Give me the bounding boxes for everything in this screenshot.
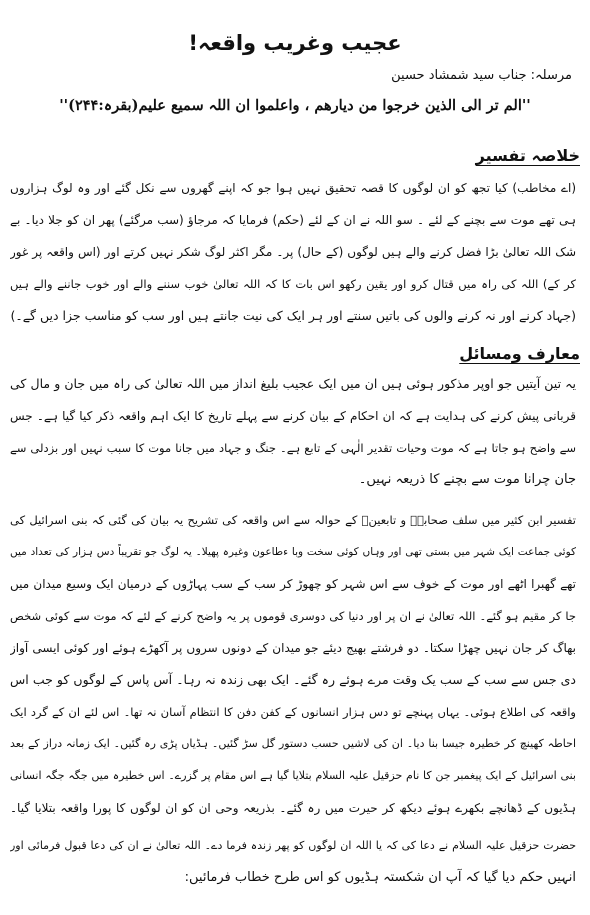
body-line: دی جس سے سب کے سب یک وقت مرے ہوئے رہ گئے۔ ایک بھی زندہ نہ رہا۔ آس پاس کے لوگوں کو جب اس xyxy=(10,672,576,687)
body-line: جا کر مقیم ہو گئے۔ اللہ تعالیٰ نے ان پر اور دنیا کی دوسری قوموں پر یہ واضح کرنے کے لئے کہ موت سے کوئی شخص xyxy=(10,609,576,623)
article-title: عجیب وغریب واقعہ! xyxy=(188,31,402,55)
body-line: بنی اسرائیل کے ایک پیغمبر جن کا نام حزقیل علیہ السلام بتلایا گیا ہے اس مقام پر گزرے۔ اس خطیرہ میں جگہ جگہ انسانی xyxy=(10,769,576,782)
body-line: کوئی جماعت ایک شہر میں بستی تھی اور وہاں کوئی سخت وبا ءطاعون وغیرہ پھیلا۔ یہ لوگ جو تقریباً دس ہزار کی تعداد میں xyxy=(10,546,576,558)
summary-line: (اے مخاطب) کیا تجھ کو ان لوگوں کا قصہ تحقیق نہیں ہوا جو کہ اپنے گھروں سے نکل گئے اور وہ لوگ ہزاروں xyxy=(10,181,576,195)
body-line: سے واضح ہو جاتا ہے کہ موت وحیات تقدیر الٰہی کے تابع ہے۔ جنگ و جہاد میں جانا موت کا سبب نہیں اور بزدلی سے xyxy=(10,441,576,455)
summary-line: شک اللہ تعالیٰ بڑا فضل کرنے والے ہیں لوگوں (کے حال) پر۔ مگر اکثر لوگ شکر نہیں کرتے اور (اس واقعہ پر غور xyxy=(10,245,576,259)
body-line: واقعہ کی اطلاع ہوئی۔ یہاں پہنچے تو دس ہزار انسانوں کے کفن دفن کا انتظام آسان نہ تھا۔ اس لئے ان کے گرد ایک xyxy=(10,705,576,719)
body-line: جان چرانا موت سے بچنے کا ذریعہ نہیں۔ xyxy=(358,472,576,487)
section-heading-insights: معارف ومسائل xyxy=(459,344,580,363)
body-line: تفسیر ابن کثیر میں سلف صحابہؓ و تابعینؒ کے حوالہ سے اس واقعہ کی تشریح یہ بیان کی گئی کہ بنی اسرائیل کی xyxy=(10,513,576,527)
body-line: انہیں حکم دیا گیا کہ آپ ان شکستہ ہڈیوں کو اس طرح خطاب فرمائیں: xyxy=(184,870,576,885)
body-line: بھاگ کر جان نہیں چھڑا سکتا۔ دو فرشتے بھیج دیئے جو میدان کے دونوں سروں پر آکھڑے ہوئے اور کوئی ایسی آواز xyxy=(10,641,576,655)
summary-line: کر کے) اللہ کی راہ میں قتال کرو اور یقین رکھو اس بات کا کہ اللہ تعالیٰ خوب سننے والے اور خوب جاننے والے ہیں xyxy=(10,277,576,291)
summary-line: (جہاد کرنے اور نہ کرنے والوں کی باتیں سنتے اور ہر ایک کی نیت جانتے ہیں اور سب کو مناسب جزا دیں گے۔) xyxy=(10,308,576,323)
article-byline: مرسلہ: جناب سید شمشاد حسین xyxy=(391,68,572,83)
body-line: حضرت حزقیل علیہ السلام نے دعا کی کہ یا اللہ ان لوگوں کو پھر زندہ فرما دے۔ اللہ تعالیٰ نے ان کی دعا قبول فرمائی اور xyxy=(10,839,576,852)
body-line: یہ تین آیتیں جو اوپر مذکور ہوئی ہیں ان میں ایک عجیب بلیغ انداز میں اللہ تعالیٰ کی راہ میں جان و مال کی xyxy=(10,376,576,391)
quranic-verse: ''الم تر الی الذین خرجوا من دیارھم ، واعلموا ان اللہ سمیع علیم(بقرہ:۲۴۴)'' xyxy=(59,97,531,114)
summary-line: ہی تھے موت سے بچنے کے لئے ۔ سو اللہ نے ان کے لئے (حکم) فرمایا کہ مرجاؤ (سب مرگئے) پھر ان کو جلا دیا۔ بے xyxy=(10,213,576,227)
body-line: احاطہ کھینچ کر خطیرہ جیسا بنا دیا۔ ان کی لاشیں حسب دستور گل سڑ گئیں۔ ہڈیاں پڑی رہ گئیں۔ ایک زمانہ دراز کے بعد xyxy=(10,737,576,750)
section-heading-summary: خلاصہ تفسیر xyxy=(475,146,580,165)
body-line: ہڈیوں کے ڈھانچے بکھرے ہوئے دیکھ کر حیرت میں رہ گئے۔ بذریعہ وحی ان کو ان لوگوں کا پورا واقعہ بتلایا گیا۔ xyxy=(10,801,576,815)
body-line: قربانی پیش کرنے کی ہدایت ہے کہ ان احکام کے بیان کرنے سے پہلے تاریخ کا ایک اہم واقعہ ذکر کیا گیا ہے۔ جس xyxy=(10,409,576,423)
body-line: تھے گھبرا اٹھے اور موت کے خوف سے اس شہر کو چھوڑ کر سب کے سب پہاڑوں کے درمیان ایک وسیع میدان میں xyxy=(10,577,576,591)
